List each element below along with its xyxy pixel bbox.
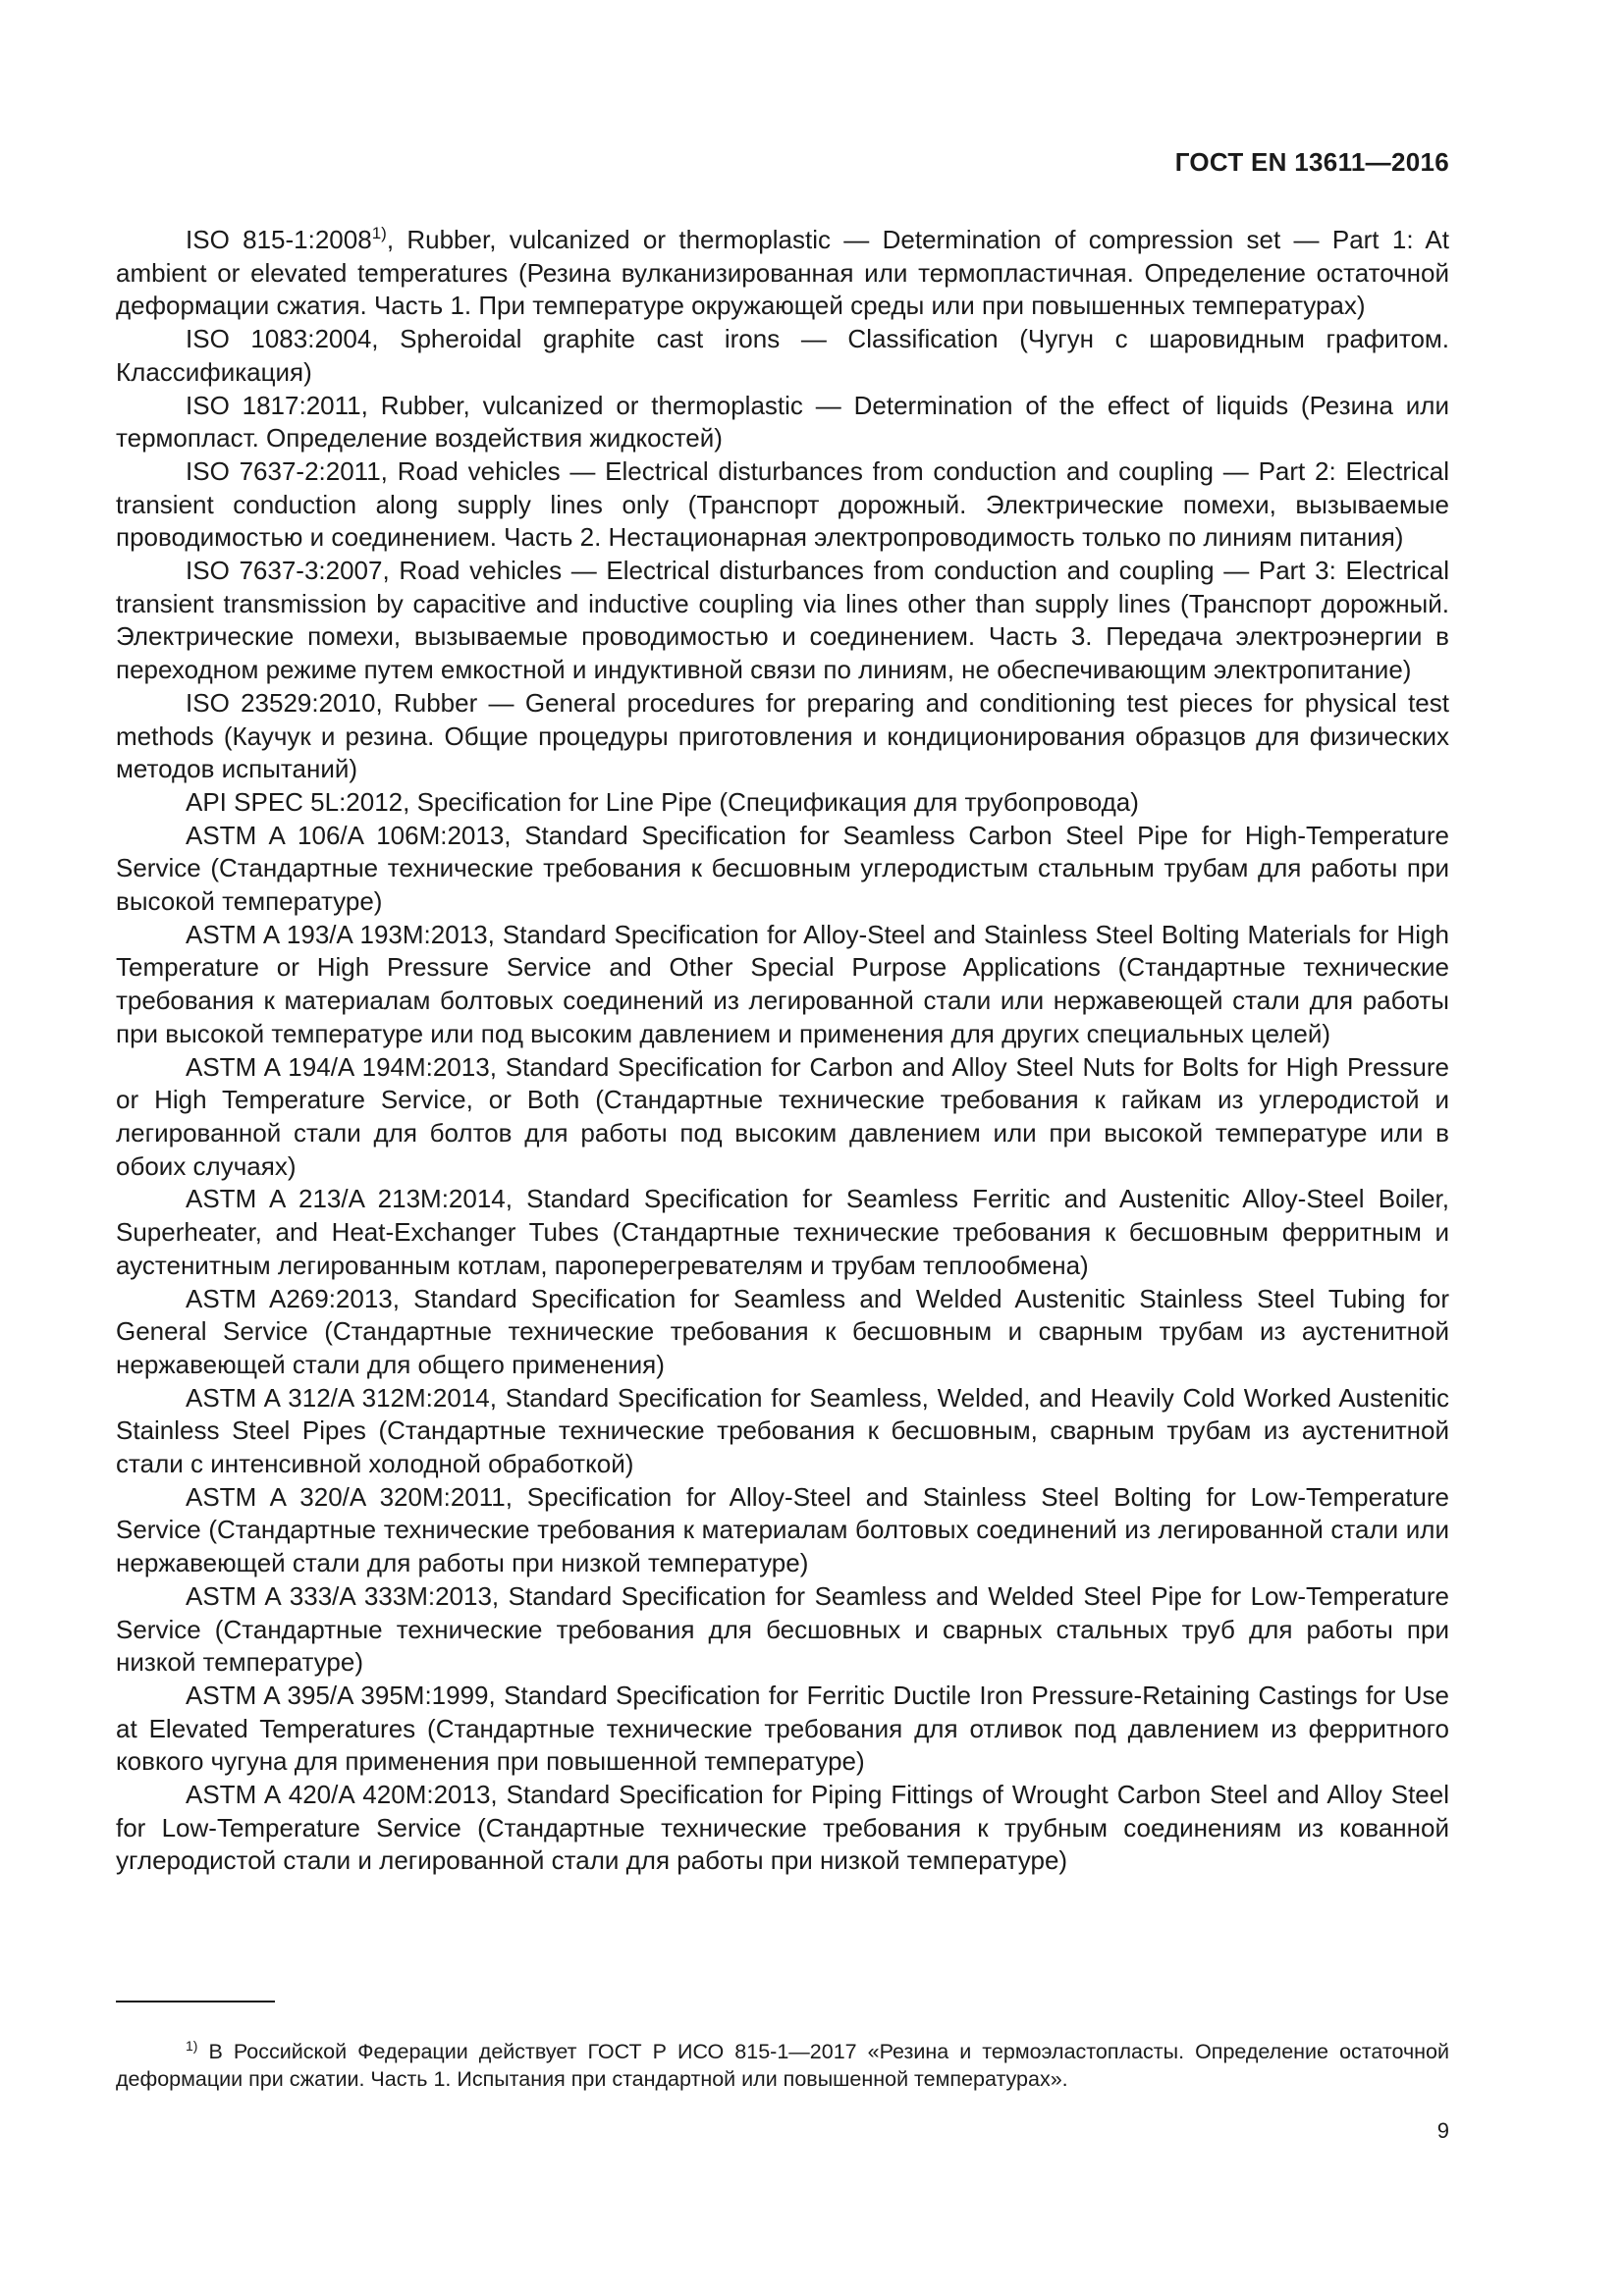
reference-item: ASTM A 320/A 320M:2011, Specification for Alloy-Steel and Stainless Steel Bolting for Low-Temperature Service (Стандартные технические требования к материалам болтовых соединений из легированной стали или нержавеющей стали для работы при низкой температуре) <box>116 1481 1449 1578</box>
reference-item: ASTM A269:2013, Standard Specification for Seamless and Welded Austenitic Stainless Steel Tubing for General Service (Стандартные технические требования к бесшовным и сварным трубам из аустенитной нержавеющей стали для общего применения) <box>116 1283 1449 1379</box>
reference-item: ISO 7637-2:2011, Road vehicles — Electrical disturbances from conduction and coupling — Part 2: Electrical transient conduction along supply lines only (Транспорт дорожный. Электрические помехи, вызываемые проводимостью и соединением. Часть 2. Нестационарная электропроводимость только по линиям питания) <box>116 455 1449 553</box>
normative-references-list <box>116 224 1449 1878</box>
reference-item <box>116 224 1449 323</box>
reference-item: ASTM A 106/A 106M:2013, Standard Specification for Seamless Carbon Steel Pipe for High-Temperature Service (Стандартные технические требования к бесшовным углеродистым стальным трубам для работы при высокой температуре) <box>116 820 1449 917</box>
reference-text: , Rubber, vulcanized or thermoplastic — Determination of compression set — Part 1: At ambient or elevated temperatures (Резина вулканизированная или термопластичная. Определение остаточной деформации сжатия. Часть 1. При температуре окружающей среды или при повышенных температурах) <box>116 225 1449 321</box>
reference-item: ASTM A 420/A 420M:2013, Standard Specification for Piping Fittings of Wrought Carbon Steel and Alloy Steel for Low-Temperature Service (Стандартные технические требования к трубным соединениям из кованной углеродистой стали и легированной стали для работы при низкой температуре) <box>116 1780 1449 1876</box>
reference-item: API SPEC 5L:2012, Specification for Line Pipe (Спецификация для трубопровода) <box>186 786 1139 817</box>
footnote-separator <box>116 2001 275 2002</box>
reference-item: ASTM A 312/A 312M:2014, Standard Specification for Seamless, Welded, and Heavily Cold Worked Austenitic Stainless Steel Pipes (Стандартные технические требования к бесшовным, сварным трубам из аустенитной стали с интенсивной холодной обработкой) <box>116 1382 1449 1479</box>
reference-code: ISO 815-1:2008 <box>186 225 372 254</box>
reference-item: ISO 1083:2004, Spheroidal graphite cast irons — Classification (Чугун с шаровидным графитом. Классификация) <box>116 324 1449 387</box>
reference-item: ASTM A 333/A 333M:2013, Standard Specification for Seamless and Welded Steel Pipe for Low-Temperature Service (Стандартные технические требования для бесшовных и сварных стальных труб для работы при низкой температуре) <box>116 1580 1449 1678</box>
reference-item: ASTM A 395/A 395M:1999, Standard Specification for Ferritic Ductile Iron Pressure-Retaining Castings for Use at Elevated Temperatures (Стандартные технические требования для отливок под давлением из ферритного ковкого чугуна для применения при повышенной температуре) <box>116 1680 1449 1777</box>
document-code-header: ГОСТ EN 13611—2016 <box>1174 147 1449 177</box>
footnote-marker: 1) <box>186 2037 198 2054</box>
reference-item: ISO 23529:2010, Rubber — General procedures for preparing and conditioning test pieces for physical test methods (Каучук и резина. Общие процедуры приготовления и кондиционирования образцов для физических методов испытаний) <box>116 687 1449 784</box>
reference-item: ASTM A 193/A 193M:2013, Standard Specification for Alloy-Steel and Stainless Steel Bolting Materials for High Temperature or High Pressure Service and Other Special Purpose Applications (Стандартные технические требования к материалам болтовых соединений из легированной стали или нержавеющей стали для работы при высокой температуре или под высоким давлением и применения для других специальных целей) <box>116 919 1449 1048</box>
reference-item: ASTM A 213/A 213M:2014, Standard Specification for Seamless Ferritic and Austenitic Alloy-Steel Boiler, Superheater, and Heat-Exchanger Tubes (Стандартные технические требования к бесшовным ферритным и аустенитным легированным котлам, пароперегревателям и трубам теплообмена) <box>116 1184 1449 1280</box>
reference-item: ISO 7637-3:2007, Road vehicles — Electrical disturbances from conduction and coupling — Part 3: Electrical transient transmission by capacitive and inductive coupling via lines other than supply lines (Транспорт дорожный. Электрические помехи, вызываемые проводимостью и соединением. Часть 3. Передача электроэнергии в переходном режиме путем емкостной и индуктивной связи по линиям, не обеспечивающим электропитание) <box>116 556 1449 685</box>
footnote <box>116 2038 1449 2093</box>
reference-item: ISO 1817:2011, Rubber, vulcanized or thermoplastic — Determination of the effect of liquids (Резина или термопласт. Определение воздействия жидкостей) <box>116 390 1449 454</box>
page-number: 9 <box>1436 2118 1449 2143</box>
reference-item: ASTM A 194/A 194M:2013, Standard Specification for Carbon and Alloy Steel Nuts for Bolts for High Pressure or High Temperature Service, or Both (Стандартные технические требования к гайкам из углеродистой и легированной стали для болтов для работы под высоким давлением или при высокой температуре или в обоих случаях) <box>116 1051 1449 1181</box>
footnote-text: В Российской Федерации действует ГОСТ Р ИСО 815-1—2017 «Резина и термоэластопласты. Определение остаточной деформации при сжатии. Часть 1. Испытания при стандартной или повышенной температурах». <box>116 2039 1449 2091</box>
footnote-marker[interactable]: 1) <box>371 224 387 242</box>
